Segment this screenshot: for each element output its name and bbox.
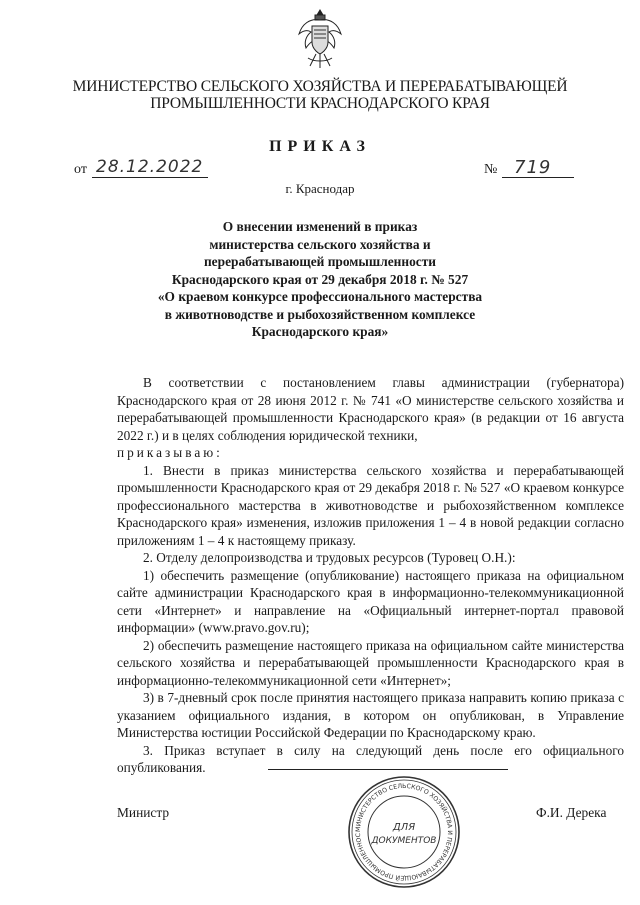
subject-line: О внесении изменений в приказ xyxy=(222,219,418,234)
stamp-center-line2: ДОКУМЕНТОВ xyxy=(371,836,437,846)
city-label: г. Краснодар xyxy=(285,181,355,196)
number-handwritten: 719 xyxy=(514,157,552,178)
paragraph-2-item-2: 2) обеспечить размещение настоящего приказа на официальном сайте министерства сельского хозяйства и перерабатывающей промышленности Краснодарского края в информационно-телекоммуникационной сети «Интернет»; xyxy=(117,637,624,688)
subject-line: в животноводстве и рыбохозяйственном комплексе xyxy=(164,306,476,322)
paragraph-2-item-3: 3) в 7-дневный срок после принятия настоящего приказа направить копию приказа с указанием официального издания, в котором он опубликован, в Управление Министерства юстиции Российской Федерации по Краснодарскому краю. xyxy=(117,690,624,740)
order-body xyxy=(117,374,624,777)
date-number-row xyxy=(74,157,594,182)
paragraph-2-item-1: 1) обеспечить размещение (опубликование) настоящего приказа на официальном сайте администрации Краснодарского края в информационно-телекоммуникационной сети «Интернет» и направление на «Официальный интернет-портал правовой информации» (www.pravo.gov.ru); xyxy=(117,567,624,635)
date-handwritten: 28.12.2022 xyxy=(96,157,204,177)
paragraph-1: 1. Внести в приказ министерства сельского хозяйства и перерабатывающей промышленности Краснодарского края от 29 декабря 2018 г. № 527 «О краевом конкурсе профессионального мастерства в животноводстве и рыбохозяйственном комплексе Краснодарского края» изменения, изложив приложения 1 – 4 в новой редакции согласно приложениям 1 – 4 к настоящему приказу. xyxy=(117,462,624,548)
stamp-ring-text: МИНИСТЕРСТВО СЕЛЬСКОГО ХОЗЯЙСТВА И ПЕРЕРАБАТЫВАЮЩЕЙ ПРОМЫШЛЕННОС xyxy=(354,782,454,882)
signature-rule xyxy=(268,769,508,770)
document-type-title: ПРИКАЗ xyxy=(269,138,371,155)
date-prefix: от xyxy=(74,162,87,177)
number-prefix: № xyxy=(484,162,498,177)
subject-line: перерабатывающей промышленности xyxy=(203,254,437,269)
subject-line: Краснодарского края от 29 декабря 2018 г. № 527 xyxy=(171,271,469,287)
paragraph-3: 3. Приказ вступает в силу на следующий день после его официального опубликования. xyxy=(117,742,624,775)
intro-paragraph: В соответствии с постановлением главы администрации (губернатора) Краснодарского края от 28 июня 2012 г. № 741 «О министерстве сельского хозяйства и перерабатывающей промышленности Краснодарского края» (в редакции от 16 августа 2022 г.) и в целях соблюдения юридической техники, xyxy=(117,375,624,443)
ministry-title-line1: МИНИСТЕРСТВО СЕЛЬСКОГО ХОЗЯЙСТВА И ПЕРЕРАБАТЫВАЮЩЕЙ xyxy=(72,78,568,95)
subject-line: «О краевом конкурсе профессионального мастерства xyxy=(157,289,483,304)
coat-of-arms-emblem xyxy=(296,8,344,70)
subject-line: министерства сельского хозяйства и xyxy=(209,236,431,252)
official-stamp xyxy=(346,774,462,890)
stamp-center-line1: ДЛЯ xyxy=(392,822,416,833)
paragraph-2: 2. Отделу делопроизводства и трудовых ресурсов (Туровец О.Н.): xyxy=(143,550,516,565)
order-word: приказываю: xyxy=(117,445,223,460)
signer-name: Ф.И. Дерека xyxy=(536,805,607,820)
ministry-title xyxy=(0,78,640,112)
subject-line: Краснодарского края» xyxy=(251,324,389,339)
ministry-title-line2: ПРОМЫШЛЕННОСТИ КРАСНОДАРСКОГО КРАЯ xyxy=(150,95,490,112)
signer-title: Министр xyxy=(117,805,170,820)
order-subject xyxy=(0,218,640,341)
